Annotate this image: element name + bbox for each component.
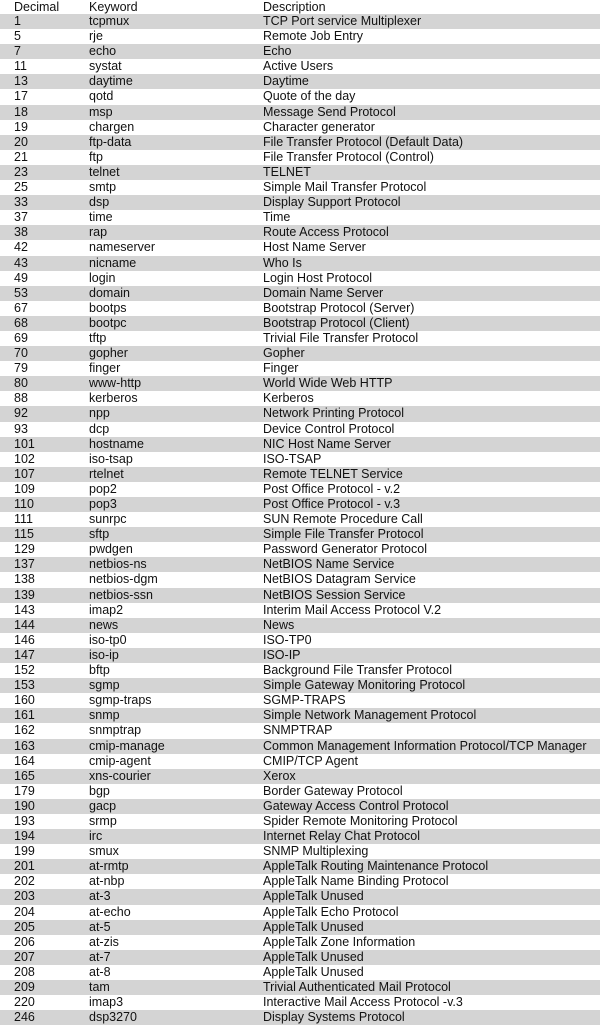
keyword-cell: time bbox=[89, 210, 263, 225]
keyword-cell: tcpmux bbox=[89, 14, 263, 29]
table-row bbox=[0, 995, 600, 1010]
description-cell: Who Is bbox=[263, 256, 600, 271]
description-cell: Spider Remote Monitoring Protocol bbox=[263, 814, 600, 829]
keyword-cell: bgp bbox=[89, 784, 263, 799]
decimal-cell: 161 bbox=[0, 708, 89, 723]
description-cell: Message Send Protocol bbox=[263, 105, 600, 120]
description-cell: AppleTalk Unused bbox=[263, 950, 600, 965]
table-row bbox=[0, 467, 600, 482]
decimal-cell: 92 bbox=[0, 406, 89, 421]
decimal-cell: 143 bbox=[0, 603, 89, 618]
table-row bbox=[0, 135, 600, 150]
decimal-cell: 153 bbox=[0, 678, 89, 693]
decimal-cell: 163 bbox=[0, 739, 89, 754]
table-row bbox=[0, 74, 600, 89]
keyword-cell: tftp bbox=[89, 331, 263, 346]
keyword-cell: nameserver bbox=[89, 240, 263, 255]
decimal-cell: 33 bbox=[0, 195, 89, 210]
description-column-header: Description bbox=[263, 0, 600, 14]
decimal-cell: 70 bbox=[0, 346, 89, 361]
description-cell: SNMP Multiplexing bbox=[263, 844, 600, 859]
keyword-cell: imap3 bbox=[89, 995, 263, 1010]
keyword-cell: pop3 bbox=[89, 497, 263, 512]
table-row bbox=[0, 44, 600, 59]
decimal-cell: 201 bbox=[0, 859, 89, 874]
decimal-cell: 147 bbox=[0, 648, 89, 663]
description-cell: Trivial Authenticated Mail Protocol bbox=[263, 980, 600, 995]
keyword-cell: pop2 bbox=[89, 482, 263, 497]
decimal-cell: 13 bbox=[0, 74, 89, 89]
decimal-cell: 102 bbox=[0, 452, 89, 467]
decimal-cell: 204 bbox=[0, 905, 89, 920]
description-cell: Background File Transfer Protocol bbox=[263, 663, 600, 678]
description-cell: Character generator bbox=[263, 120, 600, 135]
table-row bbox=[0, 240, 600, 255]
description-cell: Domain Name Server bbox=[263, 286, 600, 301]
keyword-cell: netbios-ns bbox=[89, 557, 263, 572]
table-row bbox=[0, 769, 600, 784]
table-row bbox=[0, 542, 600, 557]
decimal-cell: 37 bbox=[0, 210, 89, 225]
table-header bbox=[0, 0, 600, 14]
keyword-cell: at-5 bbox=[89, 920, 263, 935]
keyword-cell: systat bbox=[89, 59, 263, 74]
keyword-cell: msp bbox=[89, 105, 263, 120]
keyword-cell: nicname bbox=[89, 256, 263, 271]
decimal-cell: 137 bbox=[0, 557, 89, 572]
description-cell: Common Management Information Protocol/TCP Manager bbox=[263, 739, 600, 754]
keyword-cell: ftp bbox=[89, 150, 263, 165]
decimal-cell: 5 bbox=[0, 29, 89, 44]
decimal-cell: 193 bbox=[0, 814, 89, 829]
decimal-cell: 17 bbox=[0, 89, 89, 104]
keyword-cell: news bbox=[89, 618, 263, 633]
description-cell: Interactive Mail Access Protocol -v.3 bbox=[263, 995, 600, 1010]
description-cell: Xerox bbox=[263, 769, 600, 784]
decimal-cell: 1 bbox=[0, 14, 89, 29]
table-row bbox=[0, 799, 600, 814]
table-body bbox=[0, 14, 600, 1025]
description-cell: Login Host Protocol bbox=[263, 271, 600, 286]
decimal-cell: 203 bbox=[0, 889, 89, 904]
table-row bbox=[0, 422, 600, 437]
keyword-cell: tam bbox=[89, 980, 263, 995]
keyword-cell: sgmp bbox=[89, 678, 263, 693]
table-row bbox=[0, 633, 600, 648]
description-cell: File Transfer Protocol (Control) bbox=[263, 150, 600, 165]
table-row bbox=[0, 512, 600, 527]
keyword-cell: hostname bbox=[89, 437, 263, 452]
description-cell: Password Generator Protocol bbox=[263, 542, 600, 557]
table-row bbox=[0, 225, 600, 240]
table-row bbox=[0, 301, 600, 316]
decimal-cell: 67 bbox=[0, 301, 89, 316]
decimal-cell: 146 bbox=[0, 633, 89, 648]
description-cell: Network Printing Protocol bbox=[263, 406, 600, 421]
table-row bbox=[0, 286, 600, 301]
decimal-cell: 25 bbox=[0, 180, 89, 195]
decimal-cell: 88 bbox=[0, 391, 89, 406]
keyword-column-header: Keyword bbox=[89, 0, 263, 14]
description-cell: AppleTalk Name Binding Protocol bbox=[263, 874, 600, 889]
decimal-cell: 205 bbox=[0, 920, 89, 935]
description-cell: Post Office Protocol - v.2 bbox=[263, 482, 600, 497]
description-cell: NetBIOS Session Service bbox=[263, 588, 600, 603]
table-row bbox=[0, 905, 600, 920]
table-row bbox=[0, 829, 600, 844]
keyword-cell: netbios-dgm bbox=[89, 572, 263, 587]
decimal-cell: 165 bbox=[0, 769, 89, 784]
description-cell: News bbox=[263, 618, 600, 633]
keyword-cell: bootpc bbox=[89, 316, 263, 331]
decimal-cell: 23 bbox=[0, 165, 89, 180]
description-cell: TCP Port service Multiplexer bbox=[263, 14, 600, 29]
description-cell: Display Systems Protocol bbox=[263, 1010, 600, 1025]
decimal-cell: 18 bbox=[0, 105, 89, 120]
table-row bbox=[0, 557, 600, 572]
description-cell: Post Office Protocol - v.3 bbox=[263, 497, 600, 512]
table-row bbox=[0, 723, 600, 738]
table-row bbox=[0, 754, 600, 769]
keyword-cell: chargen bbox=[89, 120, 263, 135]
keyword-cell: bootps bbox=[89, 301, 263, 316]
table-row bbox=[0, 678, 600, 693]
decimal-cell: 21 bbox=[0, 150, 89, 165]
decimal-cell: 208 bbox=[0, 965, 89, 980]
keyword-cell: imap2 bbox=[89, 603, 263, 618]
table-row bbox=[0, 271, 600, 286]
description-cell: Time bbox=[263, 210, 600, 225]
keyword-cell: smtp bbox=[89, 180, 263, 195]
table-row bbox=[0, 14, 600, 29]
keyword-cell: at-8 bbox=[89, 965, 263, 980]
description-cell: Remote TELNET Service bbox=[263, 467, 600, 482]
description-cell: Daytime bbox=[263, 74, 600, 89]
keyword-cell: ftp-data bbox=[89, 135, 263, 150]
table-row bbox=[0, 663, 600, 678]
table-row bbox=[0, 874, 600, 889]
table-row bbox=[0, 331, 600, 346]
keyword-cell: at-echo bbox=[89, 905, 263, 920]
description-cell: AppleTalk Unused bbox=[263, 889, 600, 904]
description-cell: NIC Host Name Server bbox=[263, 437, 600, 452]
keyword-cell: dsp bbox=[89, 195, 263, 210]
description-cell: Simple Mail Transfer Protocol bbox=[263, 180, 600, 195]
keyword-cell: irc bbox=[89, 829, 263, 844]
decimal-cell: 207 bbox=[0, 950, 89, 965]
decimal-cell: 220 bbox=[0, 995, 89, 1010]
decimal-cell: 69 bbox=[0, 331, 89, 346]
table-row bbox=[0, 739, 600, 754]
decimal-column-header: Decimal bbox=[0, 0, 89, 14]
description-cell: Kerberos bbox=[263, 391, 600, 406]
keyword-cell: rap bbox=[89, 225, 263, 240]
table-row bbox=[0, 648, 600, 663]
decimal-cell: 109 bbox=[0, 482, 89, 497]
keyword-cell: npp bbox=[89, 406, 263, 421]
decimal-cell: 152 bbox=[0, 663, 89, 678]
table-row bbox=[0, 316, 600, 331]
table-row bbox=[0, 527, 600, 542]
keyword-cell: snmptrap bbox=[89, 723, 263, 738]
description-cell: Simple Gateway Monitoring Protocol bbox=[263, 678, 600, 693]
description-cell: AppleTalk Unused bbox=[263, 920, 600, 935]
decimal-cell: 206 bbox=[0, 935, 89, 950]
table-row bbox=[0, 950, 600, 965]
decimal-cell: 79 bbox=[0, 361, 89, 376]
decimal-cell: 80 bbox=[0, 376, 89, 391]
decimal-cell: 202 bbox=[0, 874, 89, 889]
header-row bbox=[0, 0, 600, 14]
table-row bbox=[0, 150, 600, 165]
description-cell: Gopher bbox=[263, 346, 600, 361]
table-row bbox=[0, 256, 600, 271]
keyword-cell: echo bbox=[89, 44, 263, 59]
decimal-cell: 199 bbox=[0, 844, 89, 859]
table-row bbox=[0, 346, 600, 361]
description-cell: SGMP-TRAPS bbox=[263, 693, 600, 708]
description-cell: Bootstrap Protocol (Server) bbox=[263, 301, 600, 316]
description-cell: Echo bbox=[263, 44, 600, 59]
table-row bbox=[0, 482, 600, 497]
keyword-cell: at-rmtp bbox=[89, 859, 263, 874]
table-row bbox=[0, 693, 600, 708]
decimal-cell: 115 bbox=[0, 527, 89, 542]
table-row bbox=[0, 406, 600, 421]
decimal-cell: 246 bbox=[0, 1010, 89, 1025]
keyword-cell: smux bbox=[89, 844, 263, 859]
table-row bbox=[0, 120, 600, 135]
decimal-cell: 194 bbox=[0, 829, 89, 844]
table-row bbox=[0, 784, 600, 799]
description-cell: Route Access Protocol bbox=[263, 225, 600, 240]
decimal-cell: 107 bbox=[0, 467, 89, 482]
keyword-cell: cmip-agent bbox=[89, 754, 263, 769]
decimal-cell: 138 bbox=[0, 572, 89, 587]
description-cell: File Transfer Protocol (Default Data) bbox=[263, 135, 600, 150]
description-cell: ISO-IP bbox=[263, 648, 600, 663]
decimal-cell: 160 bbox=[0, 693, 89, 708]
decimal-cell: 42 bbox=[0, 240, 89, 255]
description-cell: SUN Remote Procedure Call bbox=[263, 512, 600, 527]
decimal-cell: 209 bbox=[0, 980, 89, 995]
description-cell: Bootstrap Protocol (Client) bbox=[263, 316, 600, 331]
decimal-cell: 144 bbox=[0, 618, 89, 633]
decimal-cell: 49 bbox=[0, 271, 89, 286]
description-cell: AppleTalk Routing Maintenance Protocol bbox=[263, 859, 600, 874]
description-cell: Display Support Protocol bbox=[263, 195, 600, 210]
description-cell: AppleTalk Zone Information bbox=[263, 935, 600, 950]
table-row bbox=[0, 89, 600, 104]
keyword-cell: at-3 bbox=[89, 889, 263, 904]
description-cell: World Wide Web HTTP bbox=[263, 376, 600, 391]
decimal-cell: 110 bbox=[0, 497, 89, 512]
description-cell: ISO-TSAP bbox=[263, 452, 600, 467]
description-cell: NetBIOS Name Service bbox=[263, 557, 600, 572]
table-row bbox=[0, 935, 600, 950]
table-row bbox=[0, 391, 600, 406]
description-cell: Interim Mail Access Protocol V.2 bbox=[263, 603, 600, 618]
keyword-cell: pwdgen bbox=[89, 542, 263, 557]
description-cell: Simple Network Management Protocol bbox=[263, 708, 600, 723]
keyword-cell: daytime bbox=[89, 74, 263, 89]
description-cell: Device Control Protocol bbox=[263, 422, 600, 437]
keyword-cell: dsp3270 bbox=[89, 1010, 263, 1025]
description-cell: Quote of the day bbox=[263, 89, 600, 104]
description-cell: SNMPTRAP bbox=[263, 723, 600, 738]
decimal-cell: 38 bbox=[0, 225, 89, 240]
table-row bbox=[0, 814, 600, 829]
keyword-cell: at-7 bbox=[89, 950, 263, 965]
keyword-cell: domain bbox=[89, 286, 263, 301]
keyword-cell: cmip-manage bbox=[89, 739, 263, 754]
table-row bbox=[0, 1010, 600, 1025]
description-cell: Active Users bbox=[263, 59, 600, 74]
keyword-cell: bftp bbox=[89, 663, 263, 678]
keyword-cell: iso-ip bbox=[89, 648, 263, 663]
table-row bbox=[0, 105, 600, 120]
table-row bbox=[0, 859, 600, 874]
table-row bbox=[0, 708, 600, 723]
keyword-cell: www-http bbox=[89, 376, 263, 391]
table-row bbox=[0, 497, 600, 512]
keyword-cell: finger bbox=[89, 361, 263, 376]
keyword-cell: netbios-ssn bbox=[89, 588, 263, 603]
description-cell: Border Gateway Protocol bbox=[263, 784, 600, 799]
table-row bbox=[0, 195, 600, 210]
description-cell: Host Name Server bbox=[263, 240, 600, 255]
description-cell: TELNET bbox=[263, 165, 600, 180]
description-cell: Trivial File Transfer Protocol bbox=[263, 331, 600, 346]
keyword-cell: rje bbox=[89, 29, 263, 44]
table-row bbox=[0, 980, 600, 995]
table-row bbox=[0, 452, 600, 467]
table-row bbox=[0, 29, 600, 44]
decimal-cell: 164 bbox=[0, 754, 89, 769]
keyword-cell: sgmp-traps bbox=[89, 693, 263, 708]
decimal-cell: 129 bbox=[0, 542, 89, 557]
decimal-cell: 111 bbox=[0, 512, 89, 527]
keyword-cell: iso-tp0 bbox=[89, 633, 263, 648]
description-cell: Internet Relay Chat Protocol bbox=[263, 829, 600, 844]
description-cell: ISO-TP0 bbox=[263, 633, 600, 648]
table-row bbox=[0, 844, 600, 859]
decimal-cell: 53 bbox=[0, 286, 89, 301]
keyword-cell: login bbox=[89, 271, 263, 286]
decimal-cell: 7 bbox=[0, 44, 89, 59]
description-cell: CMIP/TCP Agent bbox=[263, 754, 600, 769]
decimal-cell: 20 bbox=[0, 135, 89, 150]
keyword-cell: dcp bbox=[89, 422, 263, 437]
description-cell: Finger bbox=[263, 361, 600, 376]
table-row bbox=[0, 572, 600, 587]
keyword-cell: gopher bbox=[89, 346, 263, 361]
description-cell: Remote Job Entry bbox=[263, 29, 600, 44]
decimal-cell: 190 bbox=[0, 799, 89, 814]
table-row bbox=[0, 361, 600, 376]
keyword-cell: sftp bbox=[89, 527, 263, 542]
table-row bbox=[0, 437, 600, 452]
table-row bbox=[0, 889, 600, 904]
keyword-cell: gacp bbox=[89, 799, 263, 814]
decimal-cell: 11 bbox=[0, 59, 89, 74]
decimal-cell: 162 bbox=[0, 723, 89, 738]
decimal-cell: 139 bbox=[0, 588, 89, 603]
keyword-cell: sunrpc bbox=[89, 512, 263, 527]
decimal-cell: 19 bbox=[0, 120, 89, 135]
table-row bbox=[0, 376, 600, 391]
keyword-cell: qotd bbox=[89, 89, 263, 104]
keyword-cell: at-zis bbox=[89, 935, 263, 950]
decimal-cell: 93 bbox=[0, 422, 89, 437]
table-row bbox=[0, 180, 600, 195]
description-cell: Gateway Access Control Protocol bbox=[263, 799, 600, 814]
description-cell: AppleTalk Echo Protocol bbox=[263, 905, 600, 920]
table-row bbox=[0, 588, 600, 603]
table-row bbox=[0, 210, 600, 225]
keyword-cell: at-nbp bbox=[89, 874, 263, 889]
table-row bbox=[0, 965, 600, 980]
table-row bbox=[0, 920, 600, 935]
description-cell: AppleTalk Unused bbox=[263, 965, 600, 980]
description-cell: NetBIOS Datagram Service bbox=[263, 572, 600, 587]
decimal-cell: 68 bbox=[0, 316, 89, 331]
keyword-cell: rtelnet bbox=[89, 467, 263, 482]
table-row bbox=[0, 618, 600, 633]
table-row bbox=[0, 59, 600, 74]
decimal-cell: 43 bbox=[0, 256, 89, 271]
decimal-cell: 179 bbox=[0, 784, 89, 799]
table-row bbox=[0, 165, 600, 180]
keyword-cell: srmp bbox=[89, 814, 263, 829]
keyword-cell: snmp bbox=[89, 708, 263, 723]
keyword-cell: kerberos bbox=[89, 391, 263, 406]
decimal-cell: 101 bbox=[0, 437, 89, 452]
keyword-cell: xns-courier bbox=[89, 769, 263, 784]
keyword-cell: telnet bbox=[89, 165, 263, 180]
description-cell: Simple File Transfer Protocol bbox=[263, 527, 600, 542]
table-row bbox=[0, 603, 600, 618]
keyword-cell: iso-tsap bbox=[89, 452, 263, 467]
